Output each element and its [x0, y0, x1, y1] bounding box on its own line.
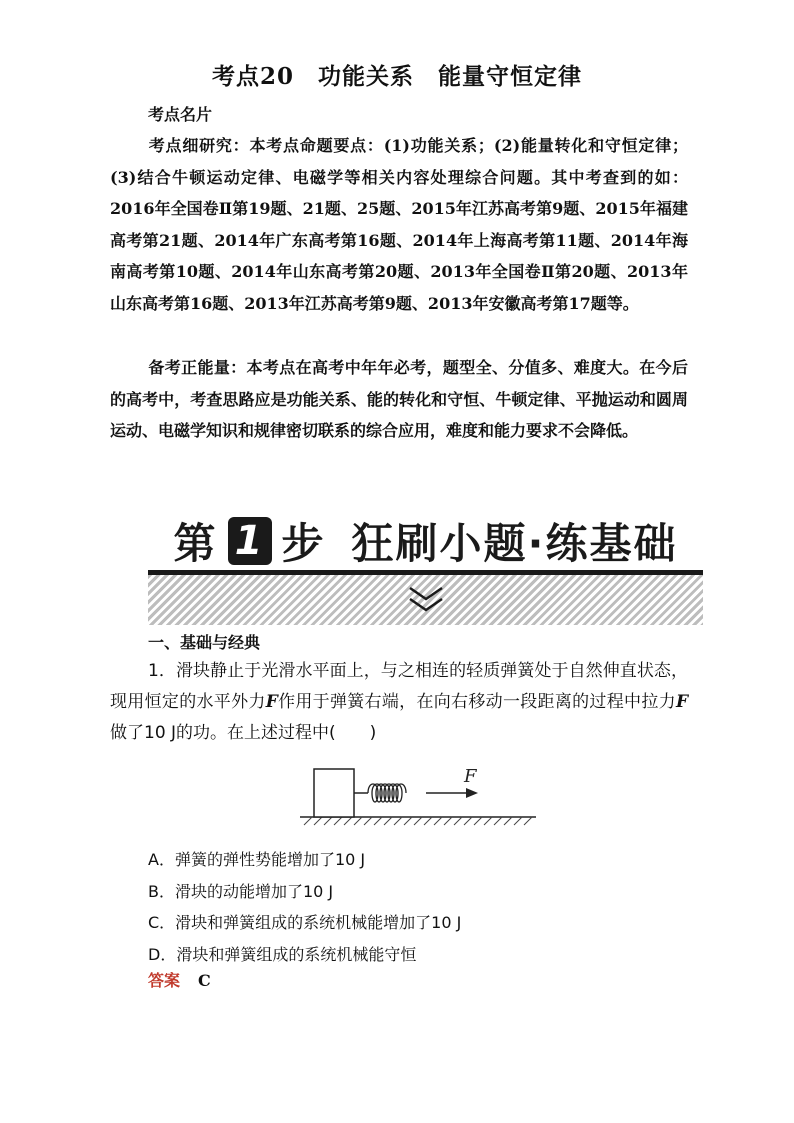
- answer-options: [148, 844, 461, 970]
- option-a: A．弹簧的弹性势能增加了10 J: [148, 850, 366, 869]
- slider-block: [314, 769, 354, 817]
- ground-hatching: [304, 817, 532, 825]
- force-symbol-2: F: [675, 692, 689, 712]
- step-banner: [148, 508, 703, 618]
- prep-text: 本考点在高考中年年必考，题型全、分值多、难度大。在今后的高考中，考查思路应是功能关系、能的转化和守恒、牛顿定律、平抛运动和圆周运动、电磁学知识和规律密切联系的综合应用，难度和能力要求不会降低。: [110, 358, 688, 440]
- banner-hatched-bar: [148, 570, 703, 625]
- force-label: F: [464, 766, 477, 787]
- section-label: 考点名片: [148, 105, 213, 124]
- option-b: B．滑块的动能增加了10 J: [148, 881, 334, 901]
- force-arrow-head: [466, 788, 478, 798]
- answer-value: C: [198, 971, 211, 990]
- prep-paragraph: [110, 352, 688, 447]
- question-number: 1．: [148, 661, 176, 681]
- intro-lead: 考点细研究：: [148, 136, 250, 155]
- banner-prefix: 第: [173, 519, 218, 568]
- force-symbol: F: [265, 692, 278, 712]
- page-title: 考点20 功能关系 能量守恒定律: [211, 63, 582, 90]
- question-part-1: 滑块静止于光滑水平面上，与之相连的轻质弹簧处于自然伸直状态，现用恒定的水平外力: [110, 661, 688, 712]
- prep-lead: 备考正能量：: [148, 358, 247, 377]
- option-d: D．滑块和弹簧组成的系统机械能守恒: [148, 944, 417, 964]
- question-part-2: 作用于弹簧右端，在向右移动一段距离的过程中拉力: [277, 692, 676, 712]
- double-chevron-down-icon: [406, 585, 446, 615]
- answer-label: 答案: [148, 971, 181, 990]
- banner-title: [148, 512, 703, 570]
- answer-line: [148, 968, 211, 991]
- banner-step-number: 1: [228, 517, 272, 565]
- intro-paragraph: [110, 130, 688, 319]
- banner-heading: 狂刷小题·练基础: [351, 519, 678, 568]
- banner-suffix: 步: [281, 519, 326, 568]
- question-part-3: 做了10 J的功。在上述过程中( ): [110, 723, 377, 743]
- option-c: C．滑块和弹簧组成的系统机械能增加了10 J: [148, 913, 462, 932]
- spring-block-diagram: [298, 755, 538, 830]
- question-1: [110, 656, 688, 749]
- spring-coil: [368, 784, 406, 802]
- intro-text: 本考点命题要点：(1)功能关系；(2)能量转化和守恒定律；(3)结合牛顿运动定律、电磁学等相关内容处理综合问题。其中考查到的如：2016年全国卷Ⅱ第19题、21题、25题、2015年江苏高考第9题、2015年福建高考第21题、2014年广东高考第16题、2014年上海高考第11题、2014年海南高考第10题、2014年山东高考第20题、2013年全国卷Ⅱ第20题、2013年山东高考第16题、2013年江苏高考第9题、2013年安徽高考第17题等。: [110, 136, 688, 313]
- spring-block-figure: [298, 755, 538, 830]
- subsection-heading: 一、基础与经典: [148, 633, 261, 652]
